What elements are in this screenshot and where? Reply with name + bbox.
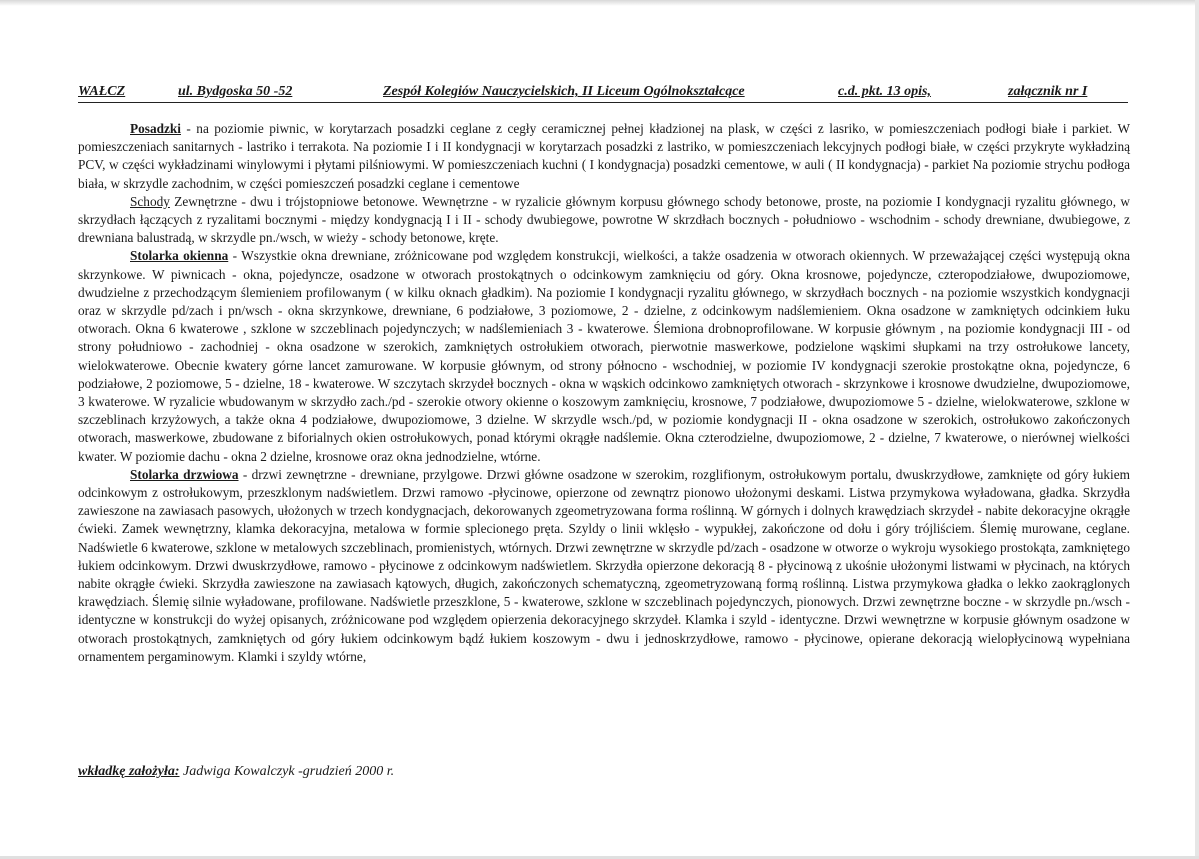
footer-label: wkładkę założyła: <box>78 764 180 779</box>
footer-note <box>78 764 394 780</box>
section-floors <box>78 120 1130 193</box>
header-city: WAŁCZ <box>78 84 126 99</box>
section-heading-windows: Stolarka okienna <box>130 248 229 264</box>
section-text-floors: - na poziomie piwnic, w korytarzach posadzki ceglane z cegły ceramicznej pełnej kładzionej na plask, w części z lasriko, w pomieszczeniach podłogi białe i parkiet. W pomieszczeniach sanitarnych - lastriko i terrakota. Na poziomie I i II kondygnacji w korytarzach posadzki z lastriko, w pomieszczeniach lekcyjnych podłogi białe, w części przykryte wykładziną PCV, w części wykładzinami winylowymi i płytami pilśniowymi. W pomieszczeniach kuchni ( I kondygnacja) posadzki cementowe, w auli ( II kondygnacja) - parkiet Na poziomie strychu podłoga biała, w skrzydle zachodnim, w części pomieszczeń posadzki ceglane i cementowe <box>78 121 1130 191</box>
section-text-windows: - Wszystkie okna drewniane, zróżnicowane pod względem konstrukcji, wielkości, a także osadzenia w otworach okiennych. W przeważającej części występują okna skrzynkowe. W piwnicach - okna, pojedyncze, osadzone w otworach prostokątnych o odcinkowym zamknięciu od góry. Okna krosnowe, pojedyncze, czteropodziałowe, dwupoziomowe, dwudzielne z przechodzącym ślemieniem profilowanym ( w kilku oknach gładkim). Na poziomie I kondygnacji ryzalitu głównego, w skrzydłach bocznych - na poziomie wszystkich kondygnacji oraz w skrzydle pd/zach i pn/wsch - okna skrzynkowe, drewniane, 6 podziałowe, 3 poziomowe, 2 - dzielne, z odcinkowym nadślemieniem. Okna osadzone w zamkniętych odcinkiem łuku otworach. Okna 6 kwaterowe , szklone w szczeblinach pojedynczych; w nadślemieniach 3 - kwaterowe. Ślemiona drobnoprofilowane. W korpusie głównym , na poziomie kondygnacji III - od strony południowo - zachodniej - okna osadzone w szerokich, zamkniętych ostrołukiem otworach, pierwotnie maswerkowe, podzielone wąskimi słupkami na trzy ostrołukowe lancety, wielokwaterowe. Obecnie kwatery górne lancet zamurowane. W korpusie głównym, od strony północno - wschodniej, w poziomie IV kondygnacji szerokie prostokątne okna, pojedyncze, 6 podziałowe, 2 poziomowe, 5 - dzielne, 18 - kwaterowe. W szczytach skrzydeł bocznych - okna w wąskich odcinkowo zamkniętych otworach - skrzynkowe i krosnowe dwudzielne, dwupoziomowe, 3 kwaterowe. W ryzalicie wbudowanym w skrzydło zach./pd - szerokie otwory okienne o koszowym zamknięciu, krosnowe, 7 podziałowe, dwupoziomowe 5 - dzielne, wielokwaterowe, szklone w szczeblinach krzyżowych, a także okna 4 podziałowe, dwupoziomowe, 3 dzielne. W skrzydle wsch./pd, w poziomie kondygnacji II - okna osadzone w szerokich, ostrołukowo zakończonych otworach, maswerkowe, zbudowane z biforialnych okien ostrołukowych, ponad którymi okrągłe nadślemie. Okna czterodzielne, dwupoziomowe, 2 - dzielne, 7 kwaterowe, o nierównej wielkości kwater. W poziomie dachu - okna 2 dzielne, krosnowe oraz okna jednodzielne, wtórne. <box>78 248 1130 464</box>
header-point: c.d. pkt. 13 opis, <box>838 84 931 99</box>
header-annex: załącznik nr I <box>1008 84 1088 99</box>
scan-right-edge <box>1195 0 1199 859</box>
scan-top-edge <box>0 0 1199 6</box>
header-school: Zespół Kolegiów Nauczycielskich, II Liceum Ogólnokształcące <box>383 84 745 99</box>
document-header <box>78 84 1128 103</box>
section-heading-floors: Posadzki <box>130 121 181 136</box>
section-text-doors: - drzwi zewnętrzne - drewniane, przylgowe. Drzwi główne osadzone w szerokim, rozglifionym, ostrołukowym portalu, dwuskrzydłowe, zamknięte od góry łukiem odcinkowym z ostrołukowym, przeszklonym nadświetlem. Drzwi ramowo -płycinowe, opierzone od zewnątrz pionowo ułożonymi deskami. Listwa przymykowa wyładowana, gładka. Skrzydła zawieszone na zawiasach pasowych, ułożonych w trzech kondygnacjach, dekorowanych zgeometryzowana forma roślinną. W górnych i dolnych krawędziach skrzydeł - nabite dekoracyjne okrągłe ćwieki. Zamek wewnętrzny, klamka dekoracyjna, metalowa w formie splecionego pręta. Szyldy o linii wklęsło - wypukłej, zakończone od dołu i góry trójliściem. Ślemię murowane, ceglane. Nadświetle 6 kwaterowe, szklone w metalowych szczeblinach, promienistych, wtórnych. Drzwi zewnętrzne w skrzydle pd/zach - osadzone w otworze o wykroju wysokiego prostokąta, zamkniętego łukiem odcinkowym. Drzwi dwuskrzydłowe, ramowo - płycinowe z odcinkowym nadświetlem. Skrzydła opierzone dekoracją 8 - płycinową z ukośnie ułożonymi listwami w płycinach, na których nabite okrągłe ćwieki. Skrzydła zawieszone na zawiasach kątowych, długich, zakończonych schematyczną, zgeometryzowaną formą roślinną. Listwa przymykowa gładka o lekko zaokrąglonych krawędziach. Ślemię silnie wyładowane, profilowane. Nadświetle przeszklone, 5 - kwaterowe, szklone w szczeblinach pojedynczych, pionowych. Drzwi zewnętrzne boczne - w skrzydle pn./wsch - identyczne w konstrukcji do wyżej opisanych, zróżnicowane pod względem opierzenia dekoracyjnego skrzydeł. Klamka i szyld - identyczne. Drzwi wewnętrzne w korpusie głównym osadzone w otworach prostokątnych, zamkniętych od góry łukiem odcinkowym bądź łukiem koszowym - dwu i jednoskrzydłowe, ramowo - płycinowe, opierane dekoracją wielopłycinową wypełniana ornamentem pergaminowym. Klamki i szyldy wtórne, <box>78 466 1130 664</box>
header-street: ul. Bydgoska 50 -52 <box>178 84 293 99</box>
document-body <box>78 120 1130 666</box>
section-doors <box>78 466 1130 666</box>
section-heading-doors: Stolarka drzwiowa <box>130 466 239 482</box>
section-text-stairs: Zewnętrzne - dwu i trójstopniowe betonowe. Wewnętrzne - w ryzalicie głównym korpusu głównego schody betonowe, proste, na poziomie I kondygnacji ryzalitu głównego, w skrzydłach łączących z ryzalitami bocznymi - między kondygnacją I i II - schody dwubiegowe, powrotne W skrzdłach bocznych - południowo - wschodnim - schody drewniane, dwubiegowe, z drewniana balustradą, w skrzydle pn./wsch, w wieży - schody betonowe, kręte. <box>78 193 1130 246</box>
section-heading-stairs: Schody <box>130 193 170 209</box>
section-stairs <box>78 193 1130 248</box>
footer-author: Jadwiga Kowalczyk -grudzień 2000 r. <box>179 764 395 779</box>
section-windows <box>78 247 1130 465</box>
